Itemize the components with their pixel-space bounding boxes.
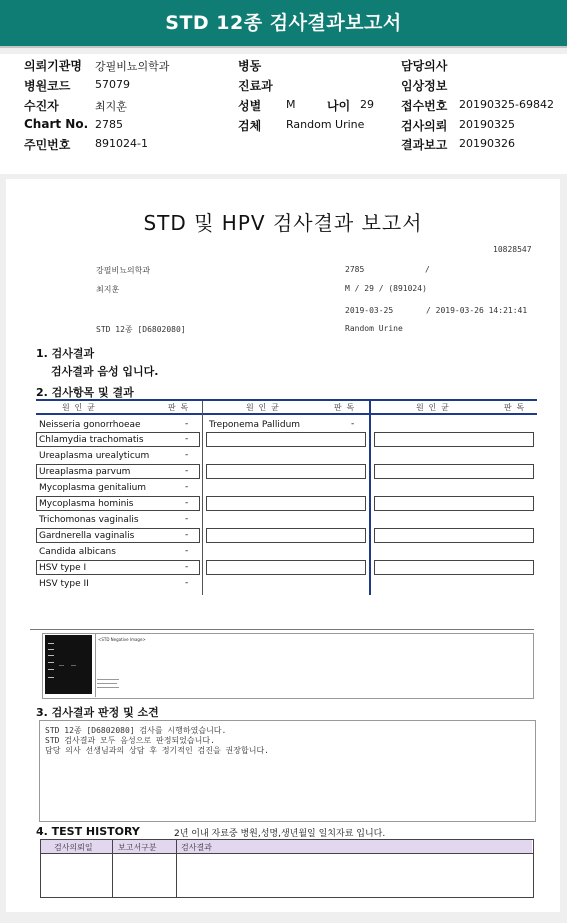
report-title: STD 및 HPV 검사결과 보고서	[143, 211, 423, 235]
ward-label: 병동	[238, 59, 262, 73]
age-label: 나이	[327, 99, 351, 113]
clinical-info-label: 임상정보	[401, 79, 448, 93]
section-1-text: 검사결과 음성 입니다.	[51, 365, 159, 378]
specimen-label: 검체	[238, 119, 262, 133]
organism-result: -	[185, 498, 189, 508]
col-head-name-3: 원 인 균	[416, 403, 449, 412]
organism-result: -	[185, 530, 189, 540]
section-1-title: 1. 검사결과	[36, 347, 95, 360]
mid-row-box	[206, 528, 366, 543]
right-row-box	[374, 560, 534, 575]
age-value: 29	[360, 98, 374, 111]
patient-value: 최지훈	[95, 100, 127, 113]
header-title: STD 12종 검사결과보고서	[165, 12, 402, 34]
report-date-a: 2019-03-25	[345, 306, 394, 315]
history-col-request: 검사의뢰일	[54, 843, 93, 852]
sex-value: M	[286, 98, 296, 111]
organism-name: Ureaplasma parvum	[39, 467, 131, 477]
organism-result: -	[185, 450, 189, 460]
organism-name: Candida albicans	[39, 547, 116, 557]
right-row-box	[374, 496, 534, 511]
opinion-line: STD 검사결과 모두 음성으로 판정되었습니다.	[45, 736, 215, 745]
request-date-value: 20190325	[459, 118, 515, 131]
gel-top-rule	[30, 629, 534, 630]
history-header-row	[41, 840, 532, 853]
organism-result: -	[185, 578, 189, 588]
organism-name-mid: Treponema Pallidum	[209, 420, 301, 430]
patient-label: 수진자	[24, 99, 59, 113]
clinic-name-label: 의뢰기관명	[24, 59, 82, 73]
organism-name: Trichomonas vaginalis	[39, 515, 139, 525]
report-sheet	[6, 179, 560, 912]
organism-result: -	[185, 419, 189, 429]
sex-label: 성별	[238, 99, 262, 113]
col-divider-2	[369, 401, 371, 595]
report-specimen: Random Urine	[345, 324, 403, 333]
report-header	[0, 0, 567, 46]
organism-name: Neisseria gonorrhoeae	[39, 420, 141, 430]
report-chart: 2785	[345, 265, 365, 274]
hospital-code-value: 57079	[95, 78, 130, 91]
organism-result: -	[185, 514, 189, 524]
section-2-title: 2. 검사항목 및 결과	[36, 386, 134, 399]
col-head-result-1: 판 독	[168, 403, 189, 412]
organism-name: HSV type I	[39, 563, 87, 573]
col-head-name-1: 원 인 균	[62, 403, 95, 412]
section-4-title: 4. TEST HISTORY	[36, 825, 140, 838]
report-test-code: STD 12종 [D6802080]	[96, 325, 186, 334]
table-head-rule	[36, 413, 537, 415]
section-3-title: 3. 검사결과 판정 및 소견	[36, 706, 159, 719]
col-head-result-3: 판 독	[504, 403, 525, 412]
request-date-label: 검사의뢰	[401, 119, 448, 133]
mid-row-box	[206, 496, 366, 511]
gel-caption: <STD Negative Image>	[98, 637, 146, 642]
right-row-box	[374, 528, 534, 543]
table-top-rule	[36, 399, 537, 401]
gel-frame	[42, 633, 534, 699]
opinion-line: STD 12종 [D6802080] 검사를 시행하였습니다.	[45, 726, 227, 735]
specimen-value: Random Urine	[286, 118, 365, 131]
col-divider-1	[202, 401, 203, 595]
organism-name: Mycoplasma hominis	[39, 499, 134, 509]
report-sex-age: M / 29 / (891024)	[345, 284, 427, 293]
organism-result-mid: -	[351, 419, 355, 429]
resident-no-label: 주민번호	[24, 138, 71, 152]
col-head-result-2: 판 독	[334, 403, 355, 412]
chart-no-label: Chart No.	[24, 117, 89, 131]
opinion-line: 담당 의사 선생님과의 상담 후 정기적인 검진을 권장합니다.	[45, 746, 270, 755]
hospital-code-label: 병원코드	[24, 79, 71, 93]
report-date-value: 20190326	[459, 137, 515, 150]
clinic-name-value: 강필비뇨의학과	[95, 60, 170, 73]
organism-result: -	[185, 434, 189, 444]
dept-label: 진료과	[238, 79, 273, 93]
report-date-b: / 2019-03-26 14:21:41	[426, 306, 528, 315]
right-row-box	[374, 464, 534, 479]
history-col-divider	[112, 839, 113, 897]
receipt-no-label: 접수번호	[401, 99, 448, 113]
history-col-divider	[176, 839, 177, 897]
resident-no-value: 891024-1	[95, 137, 148, 150]
col-head-name-2: 원 인 균	[246, 403, 279, 412]
report-patient: 최지훈	[96, 285, 120, 294]
history-header-rule	[40, 853, 533, 854]
organism-name: Gardnerella vaginalis	[39, 531, 135, 541]
organism-result: -	[185, 482, 189, 492]
mid-row-box	[206, 560, 366, 575]
history-col-type: 보고서구분	[118, 843, 157, 852]
patient-info-panel	[0, 54, 567, 174]
history-col-result: 검사결과	[181, 843, 212, 852]
organism-name: Ureaplasma urealyticum	[39, 451, 150, 461]
report-slash: /	[425, 265, 430, 274]
mid-row-box	[206, 464, 366, 479]
header-divider	[0, 46, 567, 48]
right-row-box	[374, 432, 534, 447]
mid-row-box	[206, 432, 366, 447]
report-clinic: 강필비뇨의학과	[96, 266, 151, 275]
organism-result: -	[185, 466, 189, 476]
receipt-no-value: 20190325-69842	[459, 98, 554, 111]
doc-number: 10828547	[493, 245, 532, 254]
history-note: 2년 이내 자료중 병원,성명,생년월일 일치자료 입니다.	[174, 829, 386, 839]
organism-name: Mycoplasma genitalium	[39, 483, 147, 493]
organism-name: Chlamydia trachomatis	[39, 435, 144, 445]
organism-name: HSV type II	[39, 579, 89, 589]
organism-result: -	[185, 546, 189, 556]
report-date-label: 결과보고	[401, 138, 448, 152]
doctor-label: 담당의사	[401, 59, 448, 73]
chart-no-value: 2785	[95, 118, 123, 131]
organism-result: -	[185, 562, 189, 572]
